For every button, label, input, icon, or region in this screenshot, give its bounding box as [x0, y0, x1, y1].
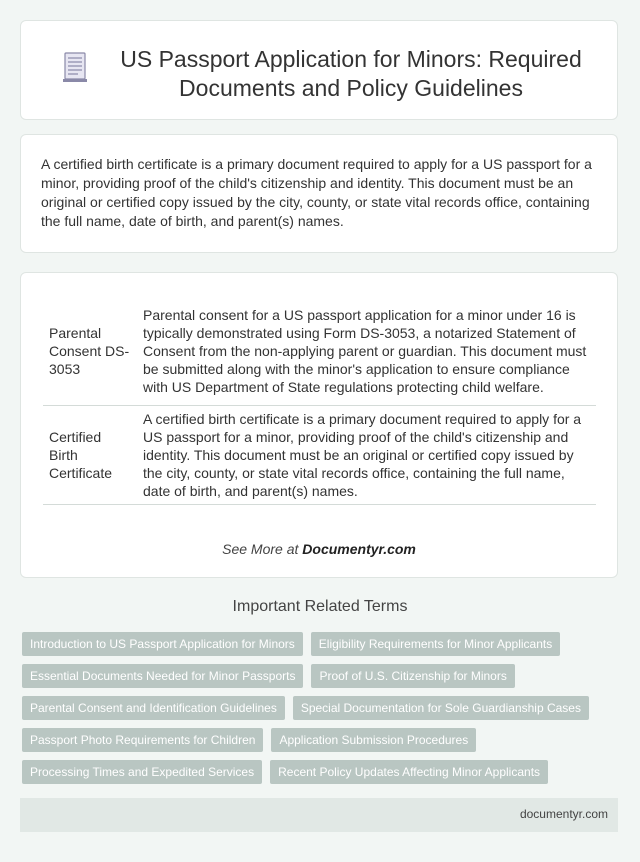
related-term-tag[interactable]: Proof of U.S. Citizenship for Minors — [311, 664, 514, 688]
definition-cell: Parental consent for a US passport application for a minor under 16 is typically demonstrated using Form DS-3053, a notarized Statement of Consent from the non-applying parent or guardian. This document must be submitted along with the minor's application to ensure compliance with US Department of State regulations protecting child welfare. — [143, 307, 587, 395]
terms-table-card — [20, 272, 618, 578]
related-term-tag[interactable]: Eligibility Requirements for Minor Applicants — [311, 632, 560, 656]
footer-site-link[interactable]: documentyr.com — [519, 807, 608, 821]
related-term-tag[interactable]: Essential Documents Needed for Minor Passports — [22, 664, 303, 688]
intro-card — [20, 134, 618, 253]
see-more-line — [21, 541, 617, 557]
title-wrap — [57, 45, 597, 103]
related-term-tag[interactable]: Introduction to US Passport Application for Minors — [22, 632, 303, 656]
see-more-link[interactable]: Documentyr.com — [302, 541, 416, 557]
term-cell: Parental Consent DS-3053 — [49, 325, 130, 377]
related-term-tag[interactable]: Application Submission Procedures — [271, 728, 476, 752]
related-term-tag[interactable]: Parental Consent and Identification Guidelines — [22, 696, 285, 720]
table-row — [43, 406, 596, 505]
document-icon — [57, 49, 91, 89]
terms-table — [43, 297, 596, 505]
related-term-tag[interactable]: Passport Photo Requirements for Children — [22, 728, 263, 752]
term-cell: Certified Birth Certificate — [49, 429, 113, 481]
related-term-tag[interactable]: Special Documentation for Sole Guardianship Cases — [293, 696, 589, 720]
related-terms-title: Important Related Terms — [232, 598, 408, 615]
related-term-tag[interactable]: Processing Times and Expedited Services — [22, 760, 262, 784]
definition-cell: A certified birth certificate is a primary document required to apply for a US passport for a minor, providing proof of the child's citizenship and identity. This document must be an original or certified copy issued by the city, county, or state vital records office, containing the full name, date of birth, and parent(s) names. — [143, 411, 582, 499]
related-terms-tags — [22, 632, 612, 784]
page-title: US Passport Application for Minors: Required Documents and Policy Guidelines — [120, 46, 582, 101]
title-card — [20, 20, 618, 120]
footer — [20, 798, 618, 832]
intro-text: A certified birth certificate is a primary document required to apply for a US passport for a minor, providing proof of the child's citizenship and identity. This document must be an original or certified copy issued by the city, county, or state vital records office, containing the full name, date of birth, and parent(s) names. — [41, 156, 592, 229]
table-row — [43, 297, 596, 406]
related-term-tag[interactable]: Recent Policy Updates Affecting Minor Applicants — [270, 760, 548, 784]
see-more-prefix: See More at — [222, 541, 303, 557]
